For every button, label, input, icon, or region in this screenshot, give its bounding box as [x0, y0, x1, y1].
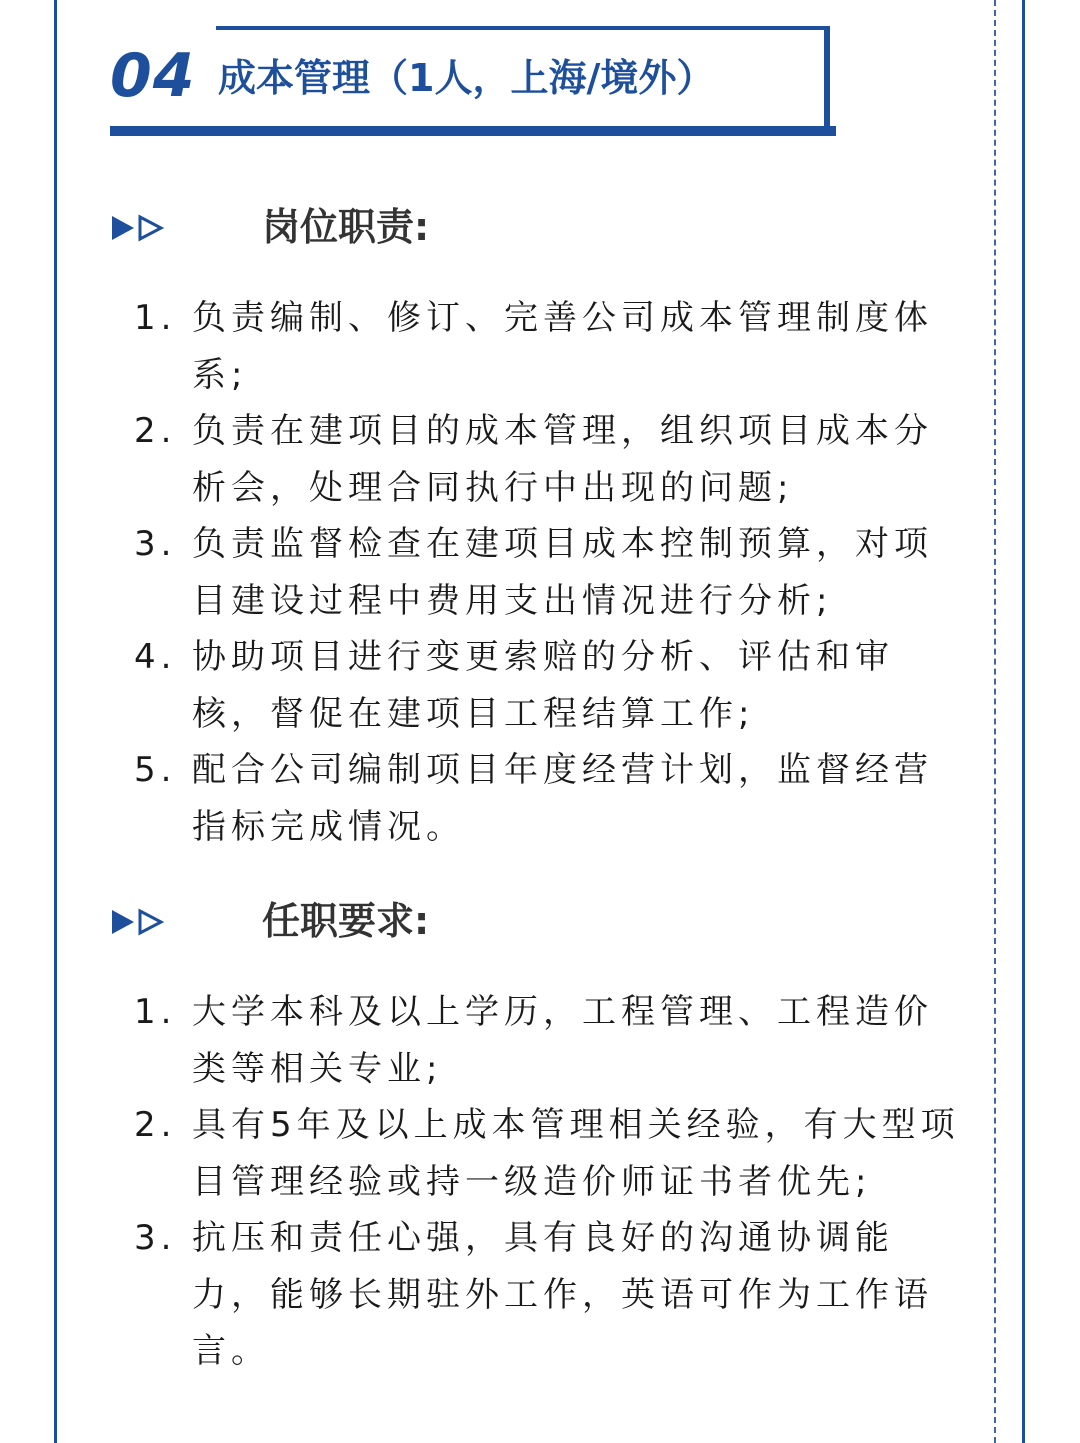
item-text: 负责监督检查在建项目成本控制预算，对项目建设过程中费用支出情况进行分析;: [192, 524, 933, 621]
list-item: [134, 1097, 964, 1210]
responsibilities-heading: [110, 202, 610, 252]
item-text: 配合公司编制项目年度经营计划，监督经营指标完成情况。: [192, 750, 933, 847]
item-text: 大学本科及以上学历，工程管理、工程造价类等相关专业;: [192, 992, 933, 1089]
item-text: 抗压和责任心强，具有良好的沟通协调能力，能够长期驻外工作，英语可作为工作语言。: [192, 1218, 933, 1371]
frame-left-border: [54, 0, 57, 1443]
list-item: [134, 1210, 964, 1380]
item-number: 2.: [134, 1105, 177, 1145]
list-item: [134, 290, 964, 403]
header-underline: [110, 126, 836, 136]
responsibilities-title: 岗位职责:: [262, 205, 430, 249]
double-arrow-icon: [110, 212, 166, 244]
frame-right-border: [1022, 0, 1025, 1443]
item-text: 协助项目进行变更索赔的分析、评估和审核，督促在建项目工程结算工作;: [192, 637, 894, 734]
list-item: [134, 742, 964, 855]
section-number: 04: [110, 41, 196, 111]
item-number: 5.: [134, 750, 177, 790]
item-text: 负责在建项目的成本管理，组织项目成本分析会，处理合同执行中出现的问题;: [192, 411, 933, 508]
requirements-list: [134, 984, 964, 1380]
frame-right-dashed-border: [994, 0, 996, 1443]
item-number: 3.: [134, 1218, 177, 1258]
list-item: [134, 403, 964, 516]
item-number: 3.: [134, 524, 177, 564]
item-text: 负责编制、修订、完善公司成本管理制度体系;: [192, 298, 933, 395]
list-item: [134, 984, 964, 1097]
double-arrow-icon: [110, 906, 166, 938]
item-number: 2.: [134, 411, 177, 451]
position-title: 成本管理（1人，上海/境外）: [218, 56, 715, 100]
list-item: [134, 516, 964, 629]
requirements-title: 任职要求:: [262, 899, 430, 943]
requirements-heading: [110, 896, 610, 946]
item-number: 4.: [134, 637, 177, 677]
item-number: 1.: [134, 992, 177, 1032]
responsibilities-list: [134, 290, 964, 855]
section-header: [110, 26, 836, 138]
item-number: 1.: [134, 298, 177, 338]
list-item: [134, 629, 964, 742]
item-text: 具有5年及以上成本管理相关经验，有大型项目管理经验或持一级造价师证书者优先;: [192, 1105, 960, 1202]
